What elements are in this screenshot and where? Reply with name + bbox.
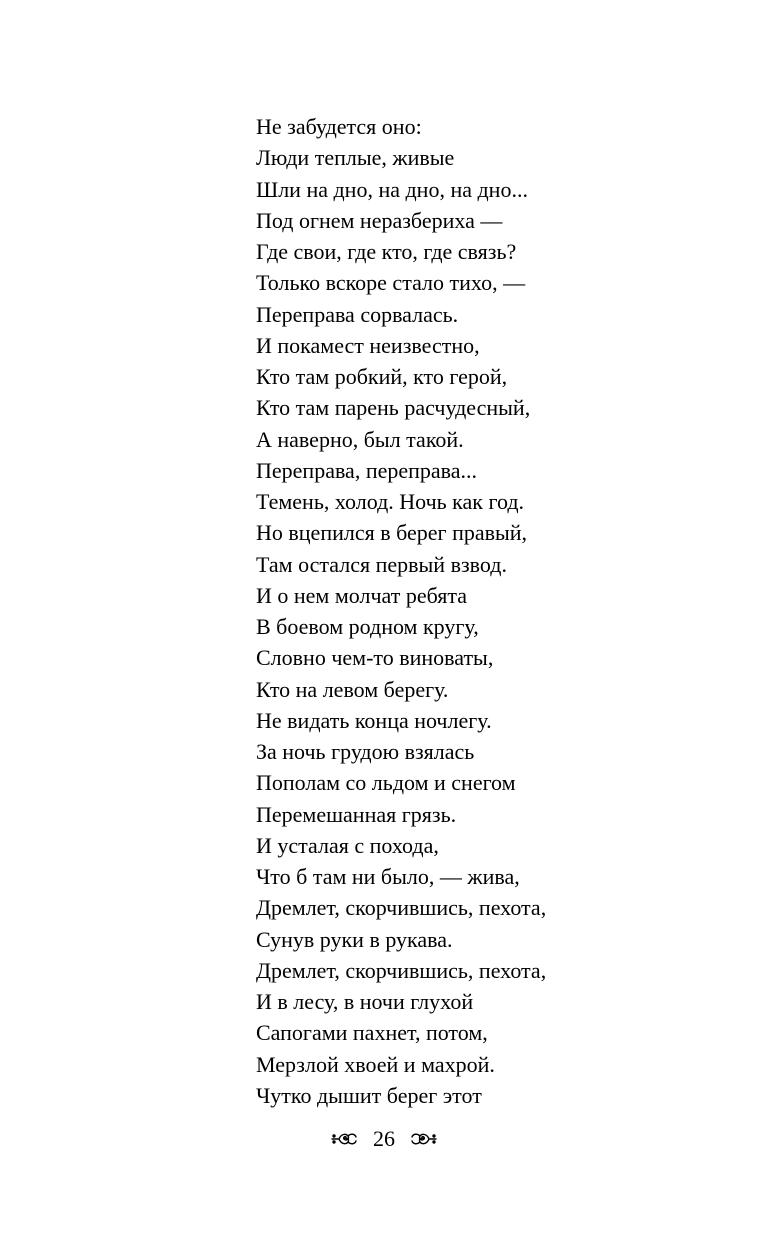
poem-line: Словно чем-то виноваты, — [256, 645, 494, 671]
poem-line: И о нем молчат ребята — [256, 582, 468, 608]
poem-line: Пополам со льдом и снегом — [256, 770, 516, 796]
poem-line: Но вцепился в берег правый, — [256, 520, 528, 546]
poem-line: Мерзлой хвоей и махрой. — [256, 1051, 495, 1077]
poem-line: А наверно, был такой. — [256, 426, 464, 452]
poem-line: И усталая с похода, — [256, 832, 439, 858]
poem-line: Темень, холод. Ночь как год. — [256, 489, 525, 514]
ornament-left-icon — [329, 1129, 359, 1149]
page-footer — [0, 1124, 768, 1154]
poem-line: Люди теплые, живые — [256, 145, 455, 171]
poem-line: В боевом родном кругу, — [256, 614, 479, 639]
poem-line: Сапогами пахнет, потом, — [256, 1020, 488, 1046]
poem-text — [256, 111, 546, 1111]
poem-line: Переправа сорвалась. — [256, 301, 459, 327]
poem-line: Не видать конца ночлегу. — [256, 707, 492, 733]
poem-line: Чутко дышит берег этот — [256, 1082, 482, 1108]
poem-line: Дремлет, скорчившись, пехота, — [256, 957, 547, 983]
page-number: 26 — [373, 1126, 395, 1151]
poem-line: Перемешанная грязь. — [256, 801, 457, 827]
poem-line: И покамест неизвестно, — [256, 332, 480, 358]
poem-line: Переправа, переправа... — [256, 457, 478, 483]
poem-line: Там остался первый взвод. — [256, 551, 507, 577]
poem-line: Не забудется оно: — [256, 114, 422, 139]
poem-line: Под огнем неразбериха — — [256, 207, 503, 233]
poem-line: Кто на левом берегу. — [256, 676, 449, 702]
poem-line: Что б там ни было, — жива, — [256, 864, 520, 889]
poem-line: Шли на дно, на дно, на дно... — [256, 176, 528, 202]
poem-line: За ночь грудою взялась — [256, 739, 475, 764]
poem-line: Кто там робкий, кто герой, — [256, 364, 508, 389]
poem-line: Дремлет, скорчившись, пехота, — [256, 895, 547, 921]
poem-line: И в лесу, в ночи глухой — [256, 989, 474, 1014]
poem-line: Кто там парень расчудесный, — [256, 395, 531, 421]
poem-line: Где свои, где кто, где связь? — [256, 239, 517, 264]
ornament-right-icon — [409, 1129, 439, 1149]
poem-line: Сунув руки в рукава. — [256, 926, 453, 952]
poem-line: Только вскоре стало тихо, — — [256, 270, 526, 296]
